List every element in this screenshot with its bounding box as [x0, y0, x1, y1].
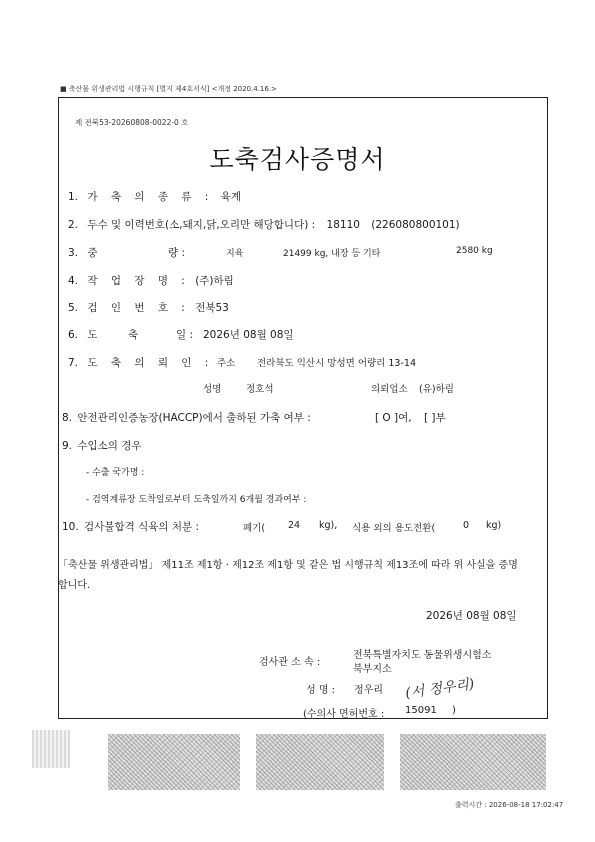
- issue-date: 2026년 08월 08일: [426, 610, 517, 622]
- document-title: 도축검사증명서: [209, 145, 386, 174]
- item-workplace: 4. 작 업 장 명 : (주)하림: [68, 275, 234, 287]
- haccp-no: [ ]부: [424, 412, 446, 424]
- requester-address: 전라북도 익산시 망성면 어량리 13-14: [257, 358, 416, 369]
- requester-business-label: 의뢰업소: [371, 384, 408, 395]
- document-number: 제 전북53-20260808-0022-0 호: [75, 118, 189, 127]
- slaughter-date-label-2: 축: [128, 329, 139, 341]
- slaughter-date-value: 2026년 08월 08일: [203, 329, 294, 341]
- legal-note: ■ 축산물 위생관리법 시행규칙 [별지 제4호서식] <개정 2020.4.16.>: [60, 85, 277, 93]
- inspector-name: 정우리: [354, 685, 383, 696]
- other-weight: 2580 kg: [456, 246, 493, 256]
- item-import: 9. 수입소의 경우: [62, 440, 142, 452]
- item-stamp-number: 5. 검 인 번 호 : 전북53: [68, 302, 229, 314]
- item-disposal: 10. 검사불합격 식육의 처분 :: [62, 521, 200, 533]
- item-head-count: 2. 두수 및 이력번호(소,돼지,닭,오리만 해당합니다) : 18110 (226080800101): [68, 219, 460, 231]
- security-barcode-2: [256, 734, 384, 790]
- item-weight-label: 량 :: [168, 247, 186, 259]
- item-weight: 3. 중: [68, 247, 98, 259]
- conversion-value: 0: [463, 520, 470, 531]
- license-label: (수의사 면허번호 :: [303, 709, 385, 720]
- inspector-affiliation-branch: 북부지소: [353, 664, 392, 675]
- print-time: 출력시간 : 2026-08-18 17:02:47: [455, 801, 564, 809]
- item-requester: 7. 도 축 의 뢰 인 :: [68, 357, 214, 369]
- security-barcode-1: [108, 734, 240, 790]
- disposal-label: 폐기(: [243, 523, 266, 534]
- requester-name: 정호석: [246, 384, 274, 395]
- requester-business: (유)하림: [419, 384, 454, 395]
- inspector-name-label: 성 명 :: [306, 685, 336, 696]
- carcass-weight: 21499 kg, 내장 등 기타: [283, 249, 381, 259]
- item-livestock-type: 1. 가 축 의 종 류 : 육계: [68, 191, 241, 203]
- certification-statement: 「축산물 위생관리법」 제11조 제1항 · 제12조 제1항 및 같은 법 시행규칙 제13조에 따라 위 사실을 증명: [58, 560, 518, 571]
- carcass-label: 지육: [226, 249, 244, 259]
- security-pattern: [32, 730, 70, 768]
- slaughter-date-label-3: 일 :: [176, 329, 194, 341]
- disposal-unit: kg),: [319, 520, 338, 531]
- item-haccp: 8. 안전관리인증농장(HACCP)에서 출하된 가축 여부 :: [62, 412, 311, 424]
- security-barcode-3: [400, 734, 546, 790]
- requester-address-label: 주소: [217, 358, 236, 369]
- disposal-value: 24: [288, 520, 301, 531]
- import-quarantine: - 검역계류장 도착일로부터 도축일까지 6개월 경과여부 :: [86, 495, 307, 505]
- license-number: 15091: [405, 705, 437, 716]
- inspector-affiliation-label: 검사관 소 속 :: [259, 657, 321, 668]
- inspector-affiliation: 전북특별자치도 동물위생시험소: [353, 650, 492, 661]
- import-country: - 수출 국가명 :: [86, 468, 145, 478]
- conversion-unit: kg): [486, 520, 502, 531]
- conversion-label: 식용 외의 용도전환(: [352, 523, 436, 534]
- license-close: ): [452, 705, 456, 716]
- item-slaughter-date: 6. 도: [68, 329, 98, 341]
- requester-name-label: 성명: [203, 384, 222, 395]
- haccp-yes: [ O ]여,: [375, 412, 412, 424]
- certification-statement-end: 합니다.: [58, 580, 91, 591]
- inspector-signature: (서 정우리): [404, 676, 476, 702]
